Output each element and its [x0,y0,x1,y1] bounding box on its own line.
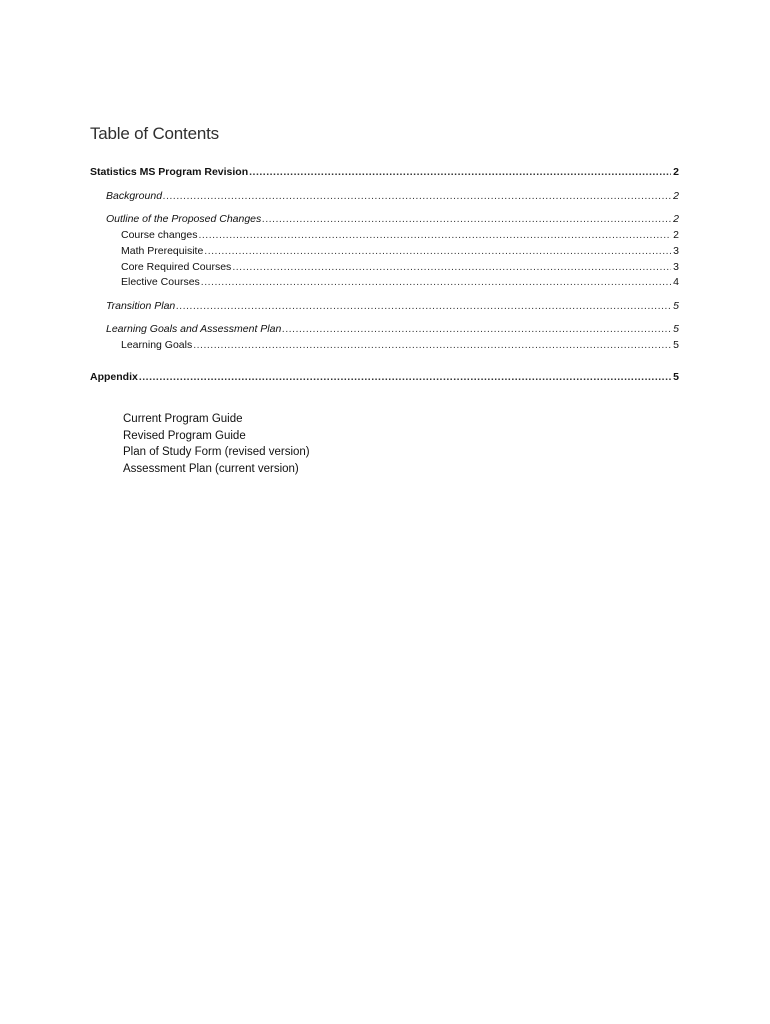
dot-leader [198,228,671,243]
toc-entry-page: 2 [673,229,679,241]
toc-entry-page: 5 [673,371,679,383]
toc-entry-page: 5 [673,323,679,335]
toc-entry-page: 2 [673,166,679,178]
toc-entry-elective-courses[interactable] [121,275,679,290]
toc-entry-label: Transition Plan [106,300,176,312]
appendix-list [123,411,310,477]
dot-leader [193,338,671,353]
toc-entry-label: Statistics MS Program Revision [90,166,249,178]
dot-leader [204,244,671,259]
toc-entry-page: 5 [673,339,679,351]
appendix-item: Assessment Plan (current version) [123,462,299,475]
toc-entry-math-prerequisite[interactable] [121,244,679,259]
toc-entry-label: Appendix [90,371,138,383]
dot-leader [262,212,671,227]
toc-entry-label: Elective Courses [121,276,200,288]
dot-leader [249,165,671,180]
toc-entry-appendix[interactable] [90,370,679,385]
toc-entry-page: 3 [673,261,679,273]
toc-entry-course-changes[interactable] [121,228,679,243]
toc-entry-learning-goals[interactable] [121,338,679,353]
dot-leader [201,275,671,290]
dot-leader [282,322,671,337]
dot-leader [176,299,671,314]
toc-entry-statistics-ms-program-revision[interactable] [90,165,679,180]
appendix-item: Revised Program Guide [123,429,246,442]
toc-entry-page: 4 [673,276,679,288]
toc-entry-page: 5 [673,300,679,312]
toc-entry-label: Learning Goals and Assessment Plan [106,323,282,335]
dot-leader [139,370,671,385]
dot-leader [163,189,671,204]
dot-leader [232,260,671,275]
toc-title: Table of Contents [90,124,219,143]
toc-entry-label: Background [106,190,163,202]
toc-entry-page: 2 [673,190,679,202]
appendix-item: Current Program Guide [123,413,243,425]
toc-entry-label: Core Required Courses [121,261,232,273]
toc-entry-label: Math Prerequisite [121,245,204,257]
toc-entry-core-required-courses[interactable] [121,260,679,275]
toc-entry-transition-plan[interactable] [106,299,679,314]
toc-entry-page: 3 [673,245,679,257]
appendix-item: Plan of Study Form (revised version) [123,446,310,458]
toc-entry-learning-goals-and-assessment-plan[interactable] [106,322,679,337]
toc-entry-label: Outline of the Proposed Changes [106,213,262,225]
toc-entry-label: Course changes [121,229,198,241]
toc-entry-background[interactable] [106,189,679,204]
toc-entry-outline-of-proposed-changes[interactable] [106,212,679,227]
toc-entry-page: 2 [673,213,679,225]
toc-entry-label: Learning Goals [121,339,193,351]
